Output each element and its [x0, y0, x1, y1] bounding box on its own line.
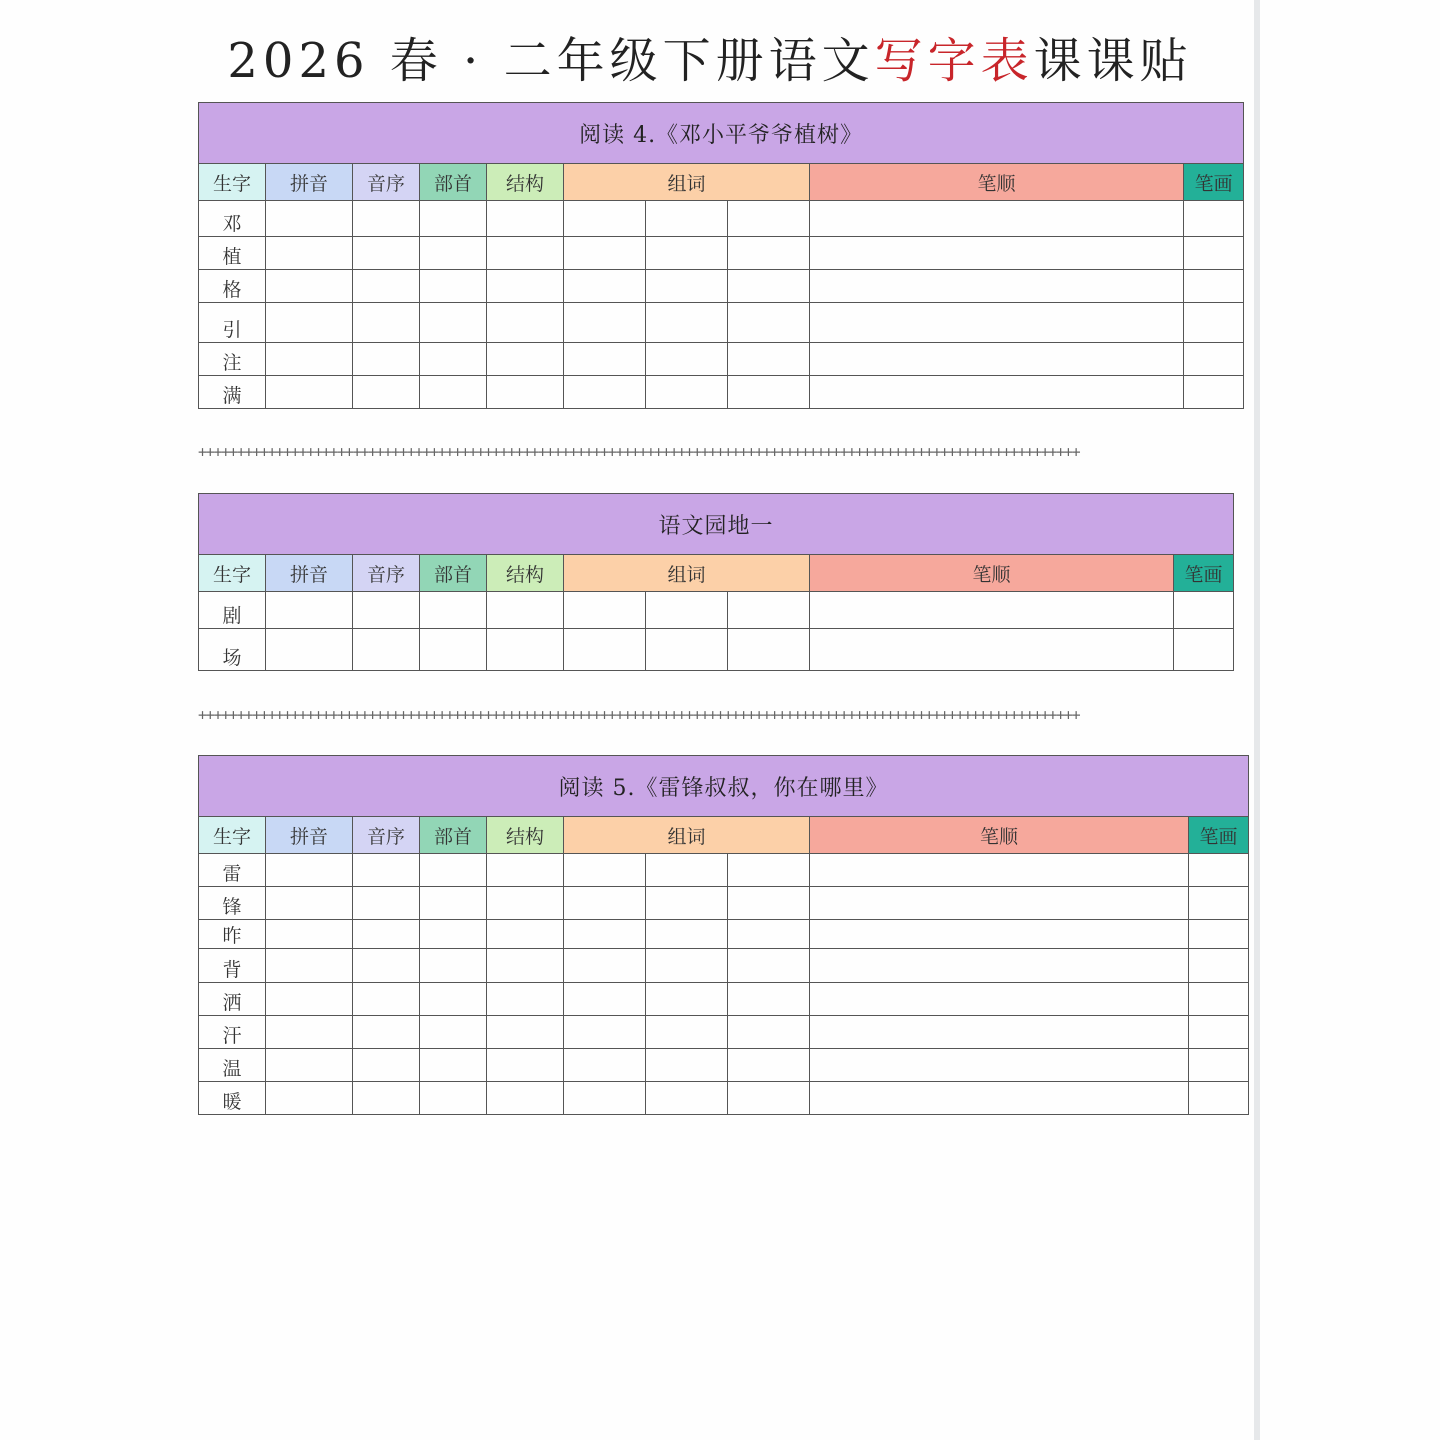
header-stroke-order: 笔顺: [810, 555, 1174, 592]
char-rows: [199, 854, 1249, 1115]
char-cell: 引: [199, 303, 266, 343]
table-row: [199, 303, 1244, 343]
table-row: [199, 1049, 1249, 1082]
header-char: 生字: [199, 555, 266, 592]
header-radical: 部首: [420, 164, 487, 201]
table-row: [199, 920, 1249, 949]
header-char: 生字: [199, 164, 266, 201]
header-sequence: 音序: [353, 555, 420, 592]
section-banner: 语文园地一: [199, 494, 1234, 555]
table-row: [199, 983, 1249, 1016]
char-cell: 剧: [199, 592, 266, 629]
header-pinyin: 拼音: [266, 555, 353, 592]
table-row: [199, 270, 1244, 303]
table-row: [199, 1082, 1249, 1115]
char-cell: 温: [199, 1049, 266, 1082]
worksheet-section-1: [198, 102, 1244, 409]
char-cell: 汗: [199, 1016, 266, 1049]
title-part-tail: 课课贴: [1033, 33, 1193, 89]
title-part-highlight: 写字表: [874, 33, 1034, 89]
section-banner: 阅读 4.《邓小平爷爷植树》: [199, 103, 1244, 164]
table-row: [199, 376, 1244, 409]
worksheet-section-2: [198, 493, 1234, 671]
header-structure: 结构: [487, 555, 564, 592]
header-words: 组词: [564, 555, 810, 592]
header-sequence: 音序: [353, 164, 420, 201]
plus-separator: ++++++++++++++++++++++++++++++++++++++++++++++++++++++++++++++++++++++++++++++++++++++++++++++++++++++++++++++++++: [198, 443, 1080, 461]
char-cell: 锋: [199, 887, 266, 920]
page-title: [0, 22, 1420, 91]
char-rows: [199, 201, 1244, 409]
char-cell: 洒: [199, 983, 266, 1016]
header-stroke-order: 笔顺: [810, 164, 1184, 201]
char-cell: 植: [199, 237, 266, 270]
header-stroke-order: 笔顺: [810, 817, 1189, 854]
table-row: [199, 1016, 1249, 1049]
char-cell: 注: [199, 343, 266, 376]
header-sequence: 音序: [353, 817, 420, 854]
table-row: [199, 201, 1244, 237]
char-cell: 雷: [199, 854, 266, 887]
char-cell: 满: [199, 376, 266, 409]
plus-separator: ++++++++++++++++++++++++++++++++++++++++++++++++++++++++++++++++++++++++++++++++++++++++++++++++++++++++++++++++++: [198, 706, 1080, 724]
header-pinyin: 拼音: [266, 164, 353, 201]
table-row: [199, 343, 1244, 376]
char-rows: [199, 592, 1234, 671]
header-stroke-count: 笔画: [1189, 817, 1249, 854]
worksheet-table: [198, 102, 1244, 409]
char-cell: 昨: [199, 920, 266, 949]
header-words: 组词: [564, 164, 810, 201]
page-right-edge: [1254, 0, 1260, 1440]
title-part-main: 2026 春 · 二年级下册语文: [227, 33, 875, 89]
header-stroke-count: 笔画: [1184, 164, 1244, 201]
table-row: [199, 887, 1249, 920]
table-row: [199, 592, 1234, 629]
char-cell: 格: [199, 270, 266, 303]
char-cell: 背: [199, 949, 266, 983]
table-row: [199, 949, 1249, 983]
header-structure: 结构: [487, 817, 564, 854]
char-cell: 场: [199, 629, 266, 671]
header-structure: 结构: [487, 164, 564, 201]
header-stroke-count: 笔画: [1174, 555, 1234, 592]
worksheet-table: [198, 755, 1249, 1115]
char-cell: 邓: [199, 201, 266, 237]
table-row: [199, 629, 1234, 671]
header-char: 生字: [199, 817, 266, 854]
header-radical: 部首: [420, 555, 487, 592]
char-cell: 暖: [199, 1082, 266, 1115]
header-words: 组词: [564, 817, 810, 854]
header-radical: 部首: [420, 817, 487, 854]
table-row: [199, 854, 1249, 887]
worksheet-table: [198, 493, 1234, 671]
table-row: [199, 237, 1244, 270]
section-banner: 阅读 5.《雷锋叔叔，你在哪里》: [199, 756, 1249, 817]
worksheet-section-3: [198, 755, 1249, 1115]
header-pinyin: 拼音: [266, 817, 353, 854]
